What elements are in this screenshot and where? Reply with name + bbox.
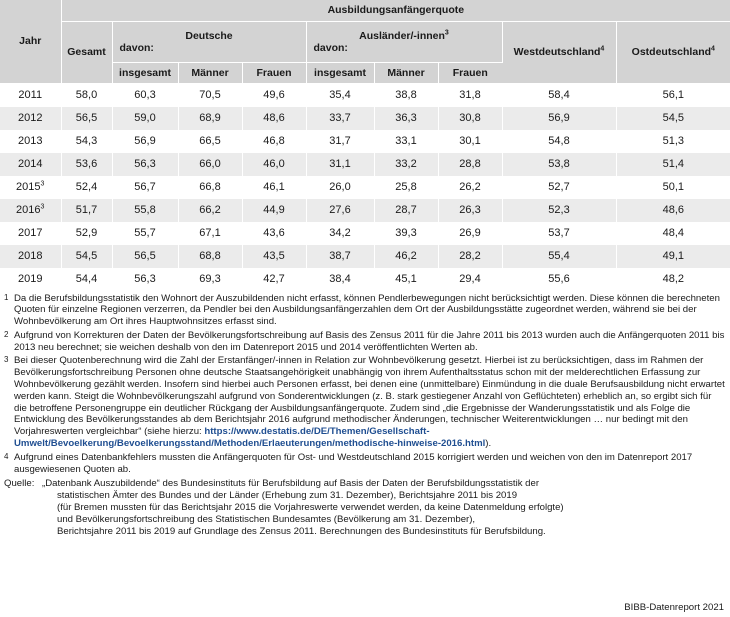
source-line: (für Bremen mussten für das Berichtsjahr 2015 die Vorjahreswerte verwendet werden, da keine Datenmeldung erfolgte): [57, 502, 564, 514]
cell-a-maenner: 33,1: [374, 130, 438, 153]
cell-d-frauen: 46,1: [242, 176, 306, 199]
cell-year: 2012: [0, 107, 61, 130]
cell-d-insgesamt: 56,3: [112, 268, 178, 291]
cell-a-maenner: 28,7: [374, 199, 438, 222]
cell-year: 2018: [0, 245, 61, 268]
destatis-link[interactable]: https://www.destatis.de/DE/Themen/Gesellschaft-Umwelt/Bevoelkerung/Bevoelkerungsstand/Methoden/Erlaeuterungen/methodische-hinweise-2016.html: [14, 426, 486, 450]
quota-table: [0, 0, 730, 291]
cell-d-insgesamt: 56,3: [112, 153, 178, 176]
cell-d-insgesamt: 55,7: [112, 222, 178, 245]
cell-gesamt: 54,3: [61, 130, 112, 153]
cell-gesamt: 54,4: [61, 268, 112, 291]
cell-a-maenner: 33,2: [374, 153, 438, 176]
source-text: [42, 478, 726, 537]
cell-ost: 54,5: [616, 107, 730, 130]
header-d-insgesamt: insgesamt: [112, 62, 178, 83]
cell-a-insgesamt: 38,7: [306, 245, 374, 268]
cell-d-frauen: 46,8: [242, 130, 306, 153]
header-auslaender-davon: davon:: [313, 41, 348, 54]
cell-d-maenner: 66,5: [178, 130, 242, 153]
footnote: [4, 293, 726, 328]
footnote-text-end: ).: [485, 438, 492, 450]
source-line: und Bevölkerungsfortschreibung des Statistischen Bundesamtes (Bevölkerung am 31. Dezember),: [57, 513, 476, 525]
source-label: Quelle:: [4, 478, 35, 490]
cell-a-frauen: 30,8: [438, 107, 502, 130]
table-row: [0, 107, 730, 130]
cell-d-insgesamt: 59,0: [112, 107, 178, 130]
cell-a-frauen: 29,4: [438, 268, 502, 291]
cell-year: 2016$^3$: [0, 199, 61, 222]
cell-gesamt: 52,9: [61, 222, 112, 245]
cell-a-insgesamt: 26,0: [306, 176, 374, 199]
cell-a-frauen: 26,3: [438, 199, 502, 222]
source-block: [0, 478, 730, 537]
cell-a-frauen: 28,8: [438, 153, 502, 176]
header-d-maenner: Männer: [178, 62, 242, 83]
cell-a-insgesamt: 33,7: [306, 107, 374, 130]
cell-a-maenner: 38,8: [374, 83, 438, 107]
footnote-mark: 4: [4, 451, 9, 461]
cell-ost: 51,4: [616, 153, 730, 176]
table-row: [0, 83, 730, 107]
footnote-mark: 2: [4, 329, 9, 339]
cell-d-maenner: 66,2: [178, 199, 242, 222]
cell-ost: 50,1: [616, 176, 730, 199]
header-deutsche-davon: davon:: [119, 41, 154, 54]
header-gesamt: Gesamt: [61, 21, 112, 83]
header-deutsche: [112, 21, 306, 62]
footnote-text: Aufgrund von Korrekturen der Daten der Bevölkerungsfortschreibung auf Basis des Zensus 2011 für die Jahre 2011 bis 2013 wurden auch die Anfängerquoten 2011 bis 2013 neu berechnet; sie weichen deshalb von den im Datenreport 2015 und 2014 veröffentlichten Werten ab.: [14, 329, 725, 353]
cell-d-maenner: 66,0: [178, 153, 242, 176]
cell-west: 54,8: [502, 130, 616, 153]
footnote-text: Da die Berufsbildungsstatistik den Wohnort der Auszubildenden nicht erfasst, können Pendlerbewegungen nicht berücksichtigt werden. Diese können die berechneten Quoten für einzelne Regionen verzerren, da Pendler bei den Ausbildungsanfängerzahlen dem Ort der Ausbildungsstätte zugeordnet werden, während sie bei der Wohnbevölkerung am Ort ihres Hauptwohnsitzes erfasst sind.: [14, 292, 720, 328]
footnote-body: [14, 355, 726, 449]
footnote-text: Bei dieser Quotenberechnung wird die Zahl der Erstanfänger/-innen in Relation zur Wohnbevölkerung gesetzt. Hierbei ist zu berücksichtigen, dass im Rahmen der Bevölkerungsfortschreibung Personen ohne deutsche Staatsangehörigkeit unabhängig von ihrem Aufenthaltsstatus schon mit der melderechtlichen Erfassung zur Wohnbevölkerung gezählt werden. Insofern sind hierbei auch Personen erfasst, bei denen eine (unmittelbare) Einmündung in die duale Berufsausbildung nicht erwartet werden kann. Steigt die Wohnbevölkerungszahl aufgrund von Sonderentwicklungen (z. B. stark gestiegener Anzahl von Geflüchteten) erheblich an, so ergibt sich für die betroffene Personengruppe ein deutlicher Rückgang der Ausbildungsanfängerquote. Zudem sind „die Ergebnisse der Wanderungsstatistik und als Folge die Entwicklung des Bevölkerungsstandes ab dem Berichtsjahr 2016 aufgrund methodischer Änderungen, technischer Weiterentwicklungen … nur bedingt mit den Vorjahreswerten vergleichbar“ (siehe hierzu:: [14, 355, 725, 438]
cell-a-insgesamt: 27,6: [306, 199, 374, 222]
cell-d-frauen: 43,6: [242, 222, 306, 245]
source-line: Berichtsjahre 2011 bis 2019 auf Grundlage des Zensus 2011. Berechnungen des Bundesinstituts für Berufsbildung.: [57, 525, 546, 537]
cell-a-frauen: 28,2: [438, 245, 502, 268]
header-auslaender-sup: 3: [444, 29, 449, 36]
cell-a-frauen: 26,2: [438, 176, 502, 199]
cell-west: 56,9: [502, 107, 616, 130]
header-ost-sup: 4: [711, 45, 715, 53]
cell-d-maenner: 68,8: [178, 245, 242, 268]
cell-year: 2013: [0, 130, 61, 153]
table-row: [0, 176, 730, 199]
cell-year: 2015$^3$: [0, 176, 61, 199]
header-ost-label: Ostdeutschland: [631, 46, 712, 58]
header-west: [502, 21, 616, 83]
cell-gesamt: 52,4: [61, 176, 112, 199]
table-row: [0, 130, 730, 153]
cell-a-insgesamt: 31,7: [306, 130, 374, 153]
cell-gesamt: 58,0: [61, 83, 112, 107]
cell-a-insgesamt: 31,1: [306, 153, 374, 176]
header-ost: [616, 21, 730, 83]
cell-gesamt: 53,6: [61, 153, 112, 176]
table-row: [0, 245, 730, 268]
cell-gesamt: 56,5: [61, 107, 112, 130]
footnote-mark: 1: [4, 292, 9, 302]
cell-d-maenner: 66,8: [178, 176, 242, 199]
cell-d-maenner: 69,3: [178, 268, 242, 291]
cell-a-insgesamt: 38,4: [306, 268, 374, 291]
source-line: „Datenbank Auszubildende“ des Bundesinstituts für Berufsbildung auf Basis der Daten der Berufsbildungsstatistik der: [42, 478, 540, 490]
cell-west: 58,4: [502, 83, 616, 107]
header-west-label: Westdeutschland: [513, 46, 601, 58]
footnotes: [0, 291, 730, 476]
footnote: [4, 355, 726, 449]
cell-ost: 51,3: [616, 130, 730, 153]
cell-west: 52,3: [502, 199, 616, 222]
table-row: [0, 222, 730, 245]
cell-d-frauen: 49,6: [242, 83, 306, 107]
cell-d-frauen: 42,7: [242, 268, 306, 291]
cell-year: 2019: [0, 268, 61, 291]
cell-a-frauen: 30,1: [438, 130, 502, 153]
cell-ost: 48,6: [616, 199, 730, 222]
header-west-sup: 4: [600, 45, 605, 53]
header-a-insgesamt: insgesamt: [306, 62, 374, 83]
cell-d-maenner: 67,1: [178, 222, 242, 245]
header-d-frauen: Frauen: [242, 62, 306, 83]
cell-a-insgesamt: 34,2: [306, 222, 374, 245]
cell-a-maenner: 45,1: [374, 268, 438, 291]
cell-west: 55,6: [502, 268, 616, 291]
cell-d-maenner: 68,9: [178, 107, 242, 130]
cell-ost: 48,4: [616, 222, 730, 245]
cell-year: 2014: [0, 153, 61, 176]
cell-a-frauen: 31,8: [438, 83, 502, 107]
cell-d-frauen: 46,0: [242, 153, 306, 176]
cell-d-maenner: 70,5: [178, 83, 242, 107]
cell-a-maenner: 36,3: [374, 107, 438, 130]
cell-west: 53,8: [502, 153, 616, 176]
cell-year: 2017: [0, 222, 61, 245]
cell-a-maenner: 39,3: [374, 222, 438, 245]
cell-d-frauen: 48,6: [242, 107, 306, 130]
cell-year: 2011: [0, 83, 61, 107]
cell-west: 53,7: [502, 222, 616, 245]
header-jahr: Jahr: [0, 0, 61, 83]
header-auslaender: [306, 21, 502, 62]
cell-ost: 56,1: [616, 83, 730, 107]
cell-d-insgesamt: 55,8: [112, 199, 178, 222]
cell-a-maenner: 46,2: [374, 245, 438, 268]
cell-a-insgesamt: 35,4: [306, 83, 374, 107]
report-credit: BIBB-Datenreport 2021: [624, 602, 724, 613]
header-a-maenner: Männer: [374, 62, 438, 83]
cell-d-frauen: 43,5: [242, 245, 306, 268]
footnote: [4, 330, 726, 354]
cell-d-frauen: 44,9: [242, 199, 306, 222]
footnote: [4, 452, 726, 476]
table-row: [0, 153, 730, 176]
cell-d-insgesamt: 56,5: [112, 245, 178, 268]
header-auslaender-label: Ausländer/-innen: [359, 29, 445, 42]
source-line: statistischen Ämter des Bundes und der Länder (Erhebung zum 31. Dezember), Berichtsjahre 2011 bis 2019: [57, 490, 518, 502]
cell-west: 55,4: [502, 245, 616, 268]
footnote-mark: 3: [4, 355, 9, 365]
cell-a-maenner: 25,8: [374, 176, 438, 199]
cell-d-insgesamt: 56,7: [112, 176, 178, 199]
cell-ost: 49,1: [616, 245, 730, 268]
cell-ost: 48,2: [616, 268, 730, 291]
cell-a-frauen: 26,9: [438, 222, 502, 245]
header-quote: Ausbildungsanfängerquote: [61, 0, 730, 21]
table-row: [0, 199, 730, 222]
cell-d-insgesamt: 60,3: [112, 83, 178, 107]
cell-gesamt: 51,7: [61, 199, 112, 222]
footnote-text: Aufgrund eines Datenbankfehlers mussten die Anfängerquoten für Ost- und Westdeutschland 2015 korrigiert werden und weichen von den im Datenreport 2017 ausgewiesenen Quoten ab.: [14, 451, 693, 475]
cell-gesamt: 54,5: [61, 245, 112, 268]
header-a-frauen: Frauen: [438, 62, 502, 83]
header-deutsche-label: Deutsche: [185, 29, 233, 42]
table-row: [0, 268, 730, 291]
cell-d-insgesamt: 56,9: [112, 130, 178, 153]
cell-west: 52,7: [502, 176, 616, 199]
